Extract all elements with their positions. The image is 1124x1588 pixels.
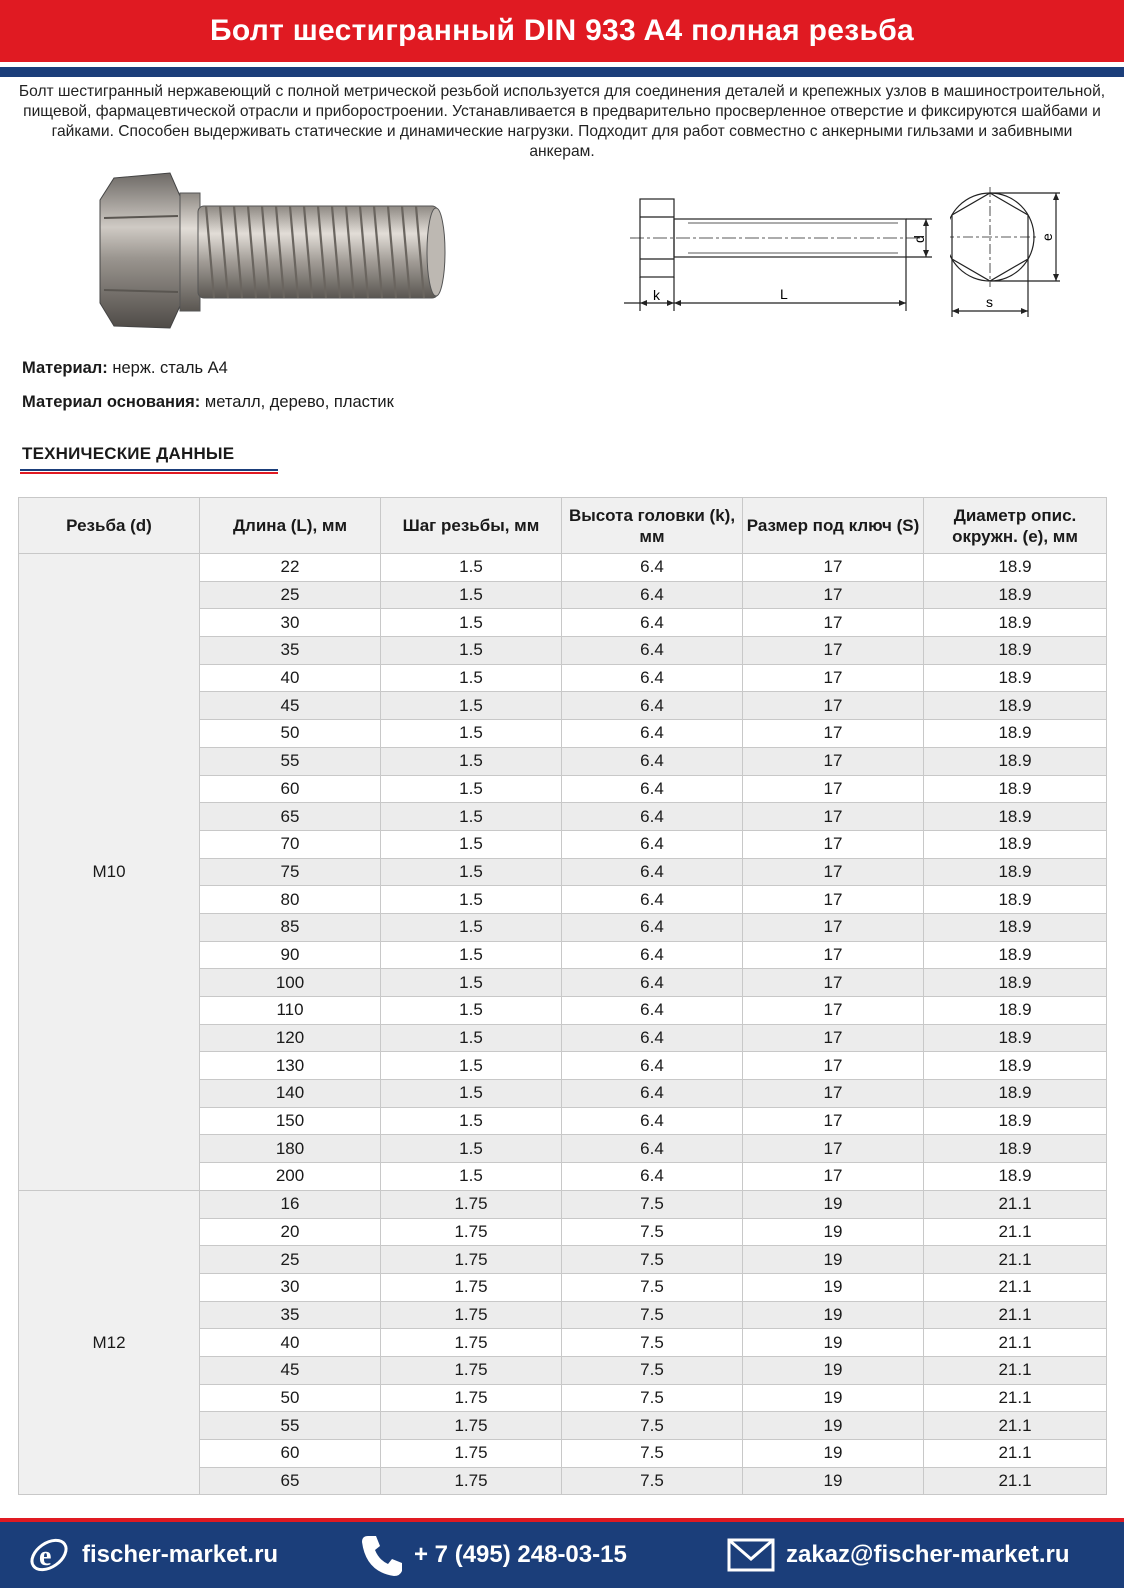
- diameter-cell: 21.1: [924, 1412, 1107, 1440]
- svg-text:e: e: [39, 1541, 52, 1572]
- footer-email-text: zakaz@fischer-market.ru: [786, 1541, 1070, 1568]
- diameter-cell: 21.1: [924, 1190, 1107, 1218]
- diameter-cell: 18.9: [924, 664, 1107, 692]
- diameter-cell: 21.1: [924, 1301, 1107, 1329]
- table-row: [19, 1190, 1107, 1218]
- dim-s-label: s: [986, 294, 993, 310]
- dim-k-label: k: [653, 287, 660, 303]
- head-height-cell: 6.4: [562, 913, 743, 941]
- pitch-cell: 1.5: [381, 692, 562, 720]
- diameter-cell: 18.9: [924, 803, 1107, 831]
- diameter-cell: 18.9: [924, 609, 1107, 637]
- thread-cell: M10: [19, 554, 200, 1191]
- material-line: [22, 359, 228, 378]
- diameter-cell: 18.9: [924, 1052, 1107, 1080]
- diameter-cell: 18.9: [924, 886, 1107, 914]
- head-height-cell: 6.4: [562, 1080, 743, 1108]
- head-height-cell: 6.4: [562, 997, 743, 1025]
- pitch-cell: 1.5: [381, 554, 562, 582]
- base-material-label: Материал основания:: [22, 393, 201, 411]
- head-height-cell: 6.4: [562, 692, 743, 720]
- length-cell: 35: [200, 1301, 381, 1329]
- length-cell: 55: [200, 1412, 381, 1440]
- length-cell: 65: [200, 1467, 381, 1495]
- wrench-size-cell: 19: [743, 1356, 924, 1384]
- wrench-size-cell: 17: [743, 720, 924, 748]
- wrench-size-cell: 17: [743, 692, 924, 720]
- length-cell: 45: [200, 1356, 381, 1384]
- pitch-cell: 1.5: [381, 969, 562, 997]
- head-height-cell: 6.4: [562, 637, 743, 665]
- length-cell: 25: [200, 581, 381, 609]
- dim-d-label: d: [911, 235, 927, 243]
- diameter-cell: 18.9: [924, 775, 1107, 803]
- envelope-icon: [726, 1535, 776, 1575]
- diameter-cell: 18.9: [924, 581, 1107, 609]
- tech-data-table: [18, 497, 1107, 1495]
- diameter-cell: 18.9: [924, 720, 1107, 748]
- head-height-cell: 6.4: [562, 747, 743, 775]
- pitch-cell: 1.5: [381, 913, 562, 941]
- diameter-cell: 18.9: [924, 997, 1107, 1025]
- footer-site-text: fischer-market.ru: [82, 1541, 279, 1568]
- pitch-cell: 1.5: [381, 997, 562, 1025]
- globe-e-icon: [26, 1532, 72, 1578]
- pitch-cell: 1.75: [381, 1412, 562, 1440]
- col-header-pitch: Шаг резьбы, мм: [381, 498, 562, 554]
- diameter-cell: 21.1: [924, 1329, 1107, 1357]
- wrench-size-cell: 17: [743, 1080, 924, 1108]
- pitch-cell: 1.5: [381, 1107, 562, 1135]
- wrench-size-cell: 17: [743, 1024, 924, 1052]
- wrench-size-cell: 17: [743, 1052, 924, 1080]
- wrench-size-cell: 19: [743, 1329, 924, 1357]
- table-row: [19, 554, 1107, 582]
- wrench-size-cell: 17: [743, 581, 924, 609]
- diameter-cell: 18.9: [924, 1107, 1107, 1135]
- footer-site[interactable]: [26, 1530, 278, 1580]
- pitch-cell: 1.5: [381, 720, 562, 748]
- wrench-size-cell: 19: [743, 1440, 924, 1468]
- head-height-cell: 6.4: [562, 1135, 743, 1163]
- wrench-size-cell: 17: [743, 747, 924, 775]
- diameter-cell: 21.1: [924, 1384, 1107, 1412]
- pitch-cell: 1.5: [381, 1163, 562, 1191]
- length-cell: 180: [200, 1135, 381, 1163]
- head-height-cell: 7.5: [562, 1412, 743, 1440]
- length-cell: 90: [200, 941, 381, 969]
- head-height-cell: 6.4: [562, 1107, 743, 1135]
- footer: [0, 1518, 1124, 1588]
- footer-phone-text: + 7 (495) 248-03-15: [414, 1541, 627, 1568]
- pitch-cell: 1.5: [381, 941, 562, 969]
- diameter-cell: 18.9: [924, 830, 1107, 858]
- length-cell: 35: [200, 637, 381, 665]
- bolt-drawing-side: [620, 185, 940, 325]
- pitch-cell: 1.5: [381, 1024, 562, 1052]
- wrench-size-cell: 19: [743, 1218, 924, 1246]
- col-header-head-height: Высота головки (k), мм: [562, 498, 743, 554]
- length-cell: 70: [200, 830, 381, 858]
- wrench-size-cell: 17: [743, 830, 924, 858]
- wrench-size-cell: 17: [743, 775, 924, 803]
- length-cell: 120: [200, 1024, 381, 1052]
- head-height-cell: 6.4: [562, 775, 743, 803]
- head-height-cell: 6.4: [562, 664, 743, 692]
- diameter-cell: 18.9: [924, 692, 1107, 720]
- pitch-cell: 1.75: [381, 1218, 562, 1246]
- length-cell: 40: [200, 1329, 381, 1357]
- pitch-cell: 1.5: [381, 803, 562, 831]
- length-cell: 100: [200, 969, 381, 997]
- col-header-thread: Резьба (d): [19, 498, 200, 554]
- head-height-cell: 7.5: [562, 1356, 743, 1384]
- base-material-line: [22, 393, 394, 412]
- pitch-cell: 1.75: [381, 1384, 562, 1412]
- pitch-cell: 1.75: [381, 1273, 562, 1301]
- pitch-cell: 1.5: [381, 858, 562, 886]
- diameter-cell: 18.9: [924, 913, 1107, 941]
- wrench-size-cell: 19: [743, 1467, 924, 1495]
- head-height-cell: 6.4: [562, 1024, 743, 1052]
- head-height-cell: 6.4: [562, 1052, 743, 1080]
- length-cell: 80: [200, 886, 381, 914]
- dim-L-label: L: [780, 286, 788, 302]
- wrench-size-cell: 17: [743, 886, 924, 914]
- wrench-size-cell: 19: [743, 1301, 924, 1329]
- head-height-cell: 6.4: [562, 1163, 743, 1191]
- head-height-cell: 6.4: [562, 554, 743, 582]
- pitch-cell: 1.5: [381, 775, 562, 803]
- thread-cell: M12: [19, 1190, 200, 1495]
- intro-text: Болт шестигранный нержавеющий с полной метрической резьбой используется для соединения деталей и крепежных узлов в машиностроительной, пищевой, фармацевтической отрасли и приборостроении. Устанавливается в предварительно просверленное отверстие и фиксируются шайбами и гайками. Способен выдерживать статические и динамические нагрузки. Подходит для работ совместно с анкерными гильзами и забивными анкерам.: [18, 83, 1106, 160]
- wrench-size-cell: 19: [743, 1190, 924, 1218]
- length-cell: 55: [200, 747, 381, 775]
- pitch-cell: 1.75: [381, 1440, 562, 1468]
- table-body: [19, 554, 1107, 1495]
- diameter-cell: 18.9: [924, 1163, 1107, 1191]
- diameter-cell: 18.9: [924, 941, 1107, 969]
- title-stripe-blue: [0, 67, 1124, 77]
- pitch-cell: 1.5: [381, 637, 562, 665]
- dim-e-label: e: [1039, 233, 1055, 241]
- diameter-cell: 21.1: [924, 1440, 1107, 1468]
- diameter-cell: 18.9: [924, 1080, 1107, 1108]
- length-cell: 22: [200, 554, 381, 582]
- head-height-cell: 7.5: [562, 1246, 743, 1274]
- diameter-cell: 18.9: [924, 1024, 1107, 1052]
- section-title: ТЕХНИЧЕСКИЕ ДАННЫЕ: [22, 444, 235, 463]
- page-title: Болт шестигранный DIN 933 A4 полная резьба: [209, 14, 915, 47]
- head-height-cell: 7.5: [562, 1384, 743, 1412]
- wrench-size-cell: 19: [743, 1412, 924, 1440]
- length-cell: 200: [200, 1163, 381, 1191]
- pitch-cell: 1.5: [381, 830, 562, 858]
- length-cell: 85: [200, 913, 381, 941]
- length-cell: 140: [200, 1080, 381, 1108]
- pitch-cell: 1.5: [381, 581, 562, 609]
- wrench-size-cell: 17: [743, 1135, 924, 1163]
- wrench-size-cell: 17: [743, 941, 924, 969]
- diameter-cell: 21.1: [924, 1467, 1107, 1495]
- pitch-cell: 1.75: [381, 1356, 562, 1384]
- pitch-cell: 1.5: [381, 1052, 562, 1080]
- wrench-size-cell: 17: [743, 969, 924, 997]
- col-header-wrench-size: Размер под ключ (S): [743, 498, 924, 554]
- bolt-photo: [92, 168, 462, 338]
- wrench-size-cell: 17: [743, 609, 924, 637]
- head-height-cell: 6.4: [562, 941, 743, 969]
- col-header-length: Длина (L), мм: [200, 498, 381, 554]
- head-height-cell: 6.4: [562, 858, 743, 886]
- wrench-size-cell: 17: [743, 858, 924, 886]
- col-header-diameter: Диаметр опис. окружн. (е), мм: [924, 498, 1107, 554]
- pitch-cell: 1.75: [381, 1301, 562, 1329]
- length-cell: 40: [200, 664, 381, 692]
- wrench-size-cell: 17: [743, 554, 924, 582]
- pitch-cell: 1.5: [381, 1080, 562, 1108]
- diameter-cell: 21.1: [924, 1246, 1107, 1274]
- length-cell: 65: [200, 803, 381, 831]
- phone-icon: [360, 1532, 404, 1578]
- material-label: Материал:: [22, 359, 108, 377]
- section-underline-red: [20, 472, 278, 474]
- wrench-size-cell: 17: [743, 997, 924, 1025]
- length-cell: 130: [200, 1052, 381, 1080]
- head-height-cell: 7.5: [562, 1467, 743, 1495]
- length-cell: 60: [200, 1440, 381, 1468]
- diameter-cell: 18.9: [924, 747, 1107, 775]
- head-height-cell: 7.5: [562, 1301, 743, 1329]
- wrench-size-cell: 17: [743, 1107, 924, 1135]
- wrench-size-cell: 17: [743, 664, 924, 692]
- length-cell: 25: [200, 1246, 381, 1274]
- pitch-cell: 1.5: [381, 886, 562, 914]
- length-cell: 110: [200, 997, 381, 1025]
- wrench-size-cell: 19: [743, 1246, 924, 1274]
- bolt-drawing-front: [950, 183, 1080, 323]
- head-height-cell: 6.4: [562, 720, 743, 748]
- pitch-cell: 1.75: [381, 1467, 562, 1495]
- diameter-cell: 18.9: [924, 858, 1107, 886]
- material-value: нерж. сталь А4: [112, 359, 228, 377]
- length-cell: 16: [200, 1190, 381, 1218]
- head-height-cell: 6.4: [562, 609, 743, 637]
- pitch-cell: 1.5: [381, 664, 562, 692]
- pitch-cell: 1.5: [381, 747, 562, 775]
- length-cell: 60: [200, 775, 381, 803]
- head-height-cell: 6.4: [562, 830, 743, 858]
- head-height-cell: 7.5: [562, 1329, 743, 1357]
- length-cell: 45: [200, 692, 381, 720]
- head-height-cell: 7.5: [562, 1218, 743, 1246]
- length-cell: 30: [200, 609, 381, 637]
- table-header-row: [19, 498, 1107, 554]
- length-cell: 20: [200, 1218, 381, 1246]
- footer-email[interactable]: [726, 1530, 1070, 1580]
- title-bar: [0, 0, 1124, 62]
- wrench-size-cell: 19: [743, 1384, 924, 1412]
- head-height-cell: 7.5: [562, 1190, 743, 1218]
- diameter-cell: 18.9: [924, 1135, 1107, 1163]
- wrench-size-cell: 17: [743, 803, 924, 831]
- head-height-cell: 6.4: [562, 886, 743, 914]
- wrench-size-cell: 19: [743, 1273, 924, 1301]
- diameter-cell: 18.9: [924, 969, 1107, 997]
- diameter-cell: 21.1: [924, 1356, 1107, 1384]
- length-cell: 75: [200, 858, 381, 886]
- base-material-value: металл, дерево, пластик: [204, 393, 394, 411]
- head-height-cell: 7.5: [562, 1440, 743, 1468]
- diameter-cell: 18.9: [924, 554, 1107, 582]
- wrench-size-cell: 17: [743, 913, 924, 941]
- head-height-cell: 6.4: [562, 581, 743, 609]
- diameter-cell: 21.1: [924, 1273, 1107, 1301]
- head-height-cell: 7.5: [562, 1273, 743, 1301]
- wrench-size-cell: 17: [743, 637, 924, 665]
- head-height-cell: 6.4: [562, 969, 743, 997]
- pitch-cell: 1.75: [381, 1190, 562, 1218]
- diameter-cell: 18.9: [924, 637, 1107, 665]
- pitch-cell: 1.75: [381, 1246, 562, 1274]
- length-cell: 50: [200, 720, 381, 748]
- pitch-cell: 1.5: [381, 1135, 562, 1163]
- head-height-cell: 6.4: [562, 803, 743, 831]
- length-cell: 150: [200, 1107, 381, 1135]
- pitch-cell: 1.75: [381, 1329, 562, 1357]
- length-cell: 50: [200, 1384, 381, 1412]
- pitch-cell: 1.5: [381, 609, 562, 637]
- length-cell: 30: [200, 1273, 381, 1301]
- diameter-cell: 21.1: [924, 1218, 1107, 1246]
- wrench-size-cell: 17: [743, 1163, 924, 1191]
- footer-phone[interactable]: [360, 1530, 627, 1580]
